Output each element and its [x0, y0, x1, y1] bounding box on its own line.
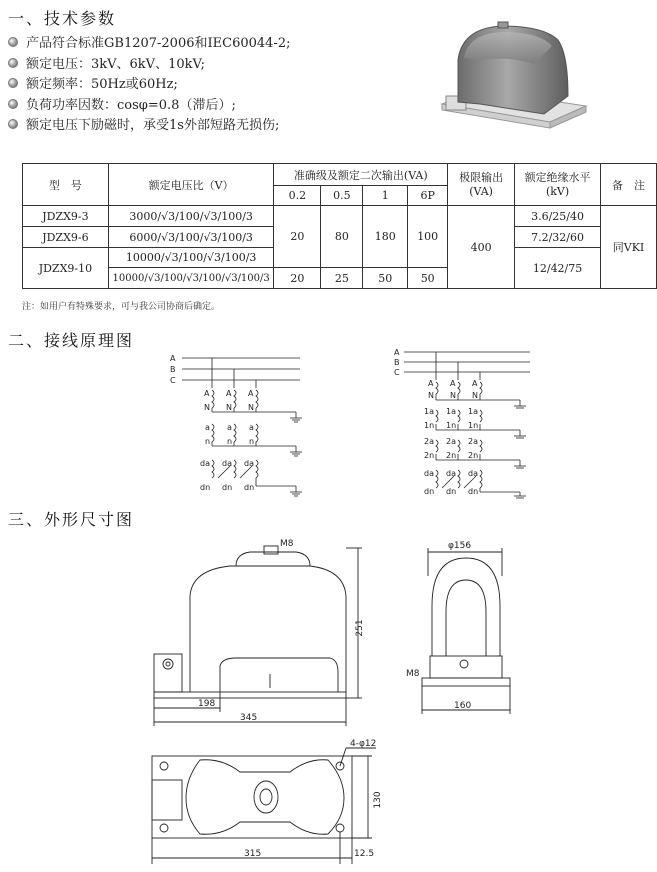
- terminal-label: dn: [446, 487, 457, 496]
- output-cell: 20: [274, 268, 321, 289]
- terminal-label: 2a: [424, 437, 434, 446]
- dim-label: 4-φ12: [350, 739, 377, 749]
- output-cell: 20: [274, 206, 321, 268]
- dim-label: M8: [406, 669, 420, 679]
- bullet-icon: [8, 37, 18, 47]
- terminal-label: 1n: [424, 421, 435, 430]
- terminal-label: dn: [200, 483, 211, 492]
- accuracy-class: 1: [363, 186, 408, 206]
- terminal-label: dn: [424, 487, 435, 496]
- model-cell: JDZX9-6: [23, 227, 109, 248]
- limit-output-cell: 400: [448, 206, 515, 289]
- terminal-label: N: [226, 403, 232, 412]
- ratio-cell: 10000/√3/100/√3/100/√3/100/3: [108, 268, 274, 289]
- side-view-drawing: [404, 536, 524, 726]
- terminal-label: 1a: [468, 407, 478, 416]
- bullet-icon: [8, 119, 18, 129]
- terminal-label: da: [222, 459, 232, 468]
- dim-label: φ156: [448, 541, 472, 551]
- model-cell: JDZX9-10: [23, 248, 109, 289]
- header-model: 型 号: [23, 164, 109, 206]
- bullet-item: 额定频率：50Hz或60Hz;: [8, 75, 290, 96]
- terminal-label: 2n: [468, 451, 479, 460]
- header-ratio: 额定电压比（V）: [108, 164, 274, 206]
- terminal-label: N: [472, 391, 478, 400]
- bullet-item: 额定电压：3kV、6kV、10kV;: [8, 55, 290, 76]
- phase-label: A: [394, 348, 400, 357]
- wiring-diagram-right: [390, 342, 540, 500]
- terminal-label: 1a: [424, 407, 434, 416]
- dim-label: 198: [198, 699, 216, 709]
- ratio-cell: 10000/√3/100/√3/100/3: [108, 248, 274, 268]
- terminal-label: 1n: [468, 421, 479, 430]
- terminal-label: da: [200, 459, 210, 468]
- top-view-drawing: [140, 738, 400, 866]
- output-cell: 25: [321, 268, 363, 289]
- dim-label: 251: [355, 619, 365, 637]
- dim-label: 345: [240, 713, 258, 723]
- remark-cell: 同VKI: [601, 206, 657, 289]
- phase-label: B: [170, 365, 176, 374]
- spec-bullet-list: [8, 34, 290, 137]
- phase-label: B: [394, 358, 400, 367]
- insulation-cell: 7.2/32/60: [515, 227, 601, 248]
- output-cell: 50: [408, 268, 448, 289]
- terminal-label: 1n: [446, 421, 457, 430]
- header-remark: 备 注: [601, 164, 657, 206]
- front-view-drawing: [140, 536, 380, 732]
- terminal-label: A: [204, 389, 210, 398]
- dim-label: 160: [454, 701, 472, 711]
- output-cell: 100: [408, 206, 448, 268]
- dim-label: 130: [373, 791, 383, 809]
- bullet-item: 负荷功率因数：cosφ=0.8（滞后）;: [8, 96, 290, 117]
- terminal-label: A: [248, 389, 254, 398]
- table-note: 注：如用户有特殊要求，可与我公司协商后确定。: [22, 302, 221, 312]
- terminal-label: da: [244, 459, 254, 468]
- terminal-label: N: [204, 403, 210, 412]
- terminal-label: 1a: [446, 407, 456, 416]
- terminal-label: A: [472, 379, 478, 388]
- phase-label: C: [394, 368, 400, 377]
- insulation-cell: 3.6/25/40: [515, 206, 601, 227]
- terminal-label: dn: [468, 487, 479, 496]
- spec-table: [22, 163, 657, 289]
- terminal-label: A: [450, 379, 456, 388]
- phase-label: C: [170, 376, 176, 385]
- ratio-cell: 3000/√3/100/√3/100/3: [108, 206, 274, 227]
- terminal-label: n: [249, 437, 255, 446]
- wiring-diagram-left: [160, 348, 310, 500]
- terminal-label: A: [428, 379, 434, 388]
- terminal-label: 2n: [424, 451, 435, 460]
- terminal-label: dn: [244, 483, 255, 492]
- terminal-label: dn: [222, 483, 233, 492]
- phase-label: A: [170, 354, 176, 363]
- terminal-label: 2a: [468, 437, 478, 446]
- header-accuracy: 准确级及额定二次输出(VA): [274, 164, 448, 186]
- terminal-label: a: [249, 423, 254, 432]
- output-cell: 80: [321, 206, 363, 268]
- terminal-label: 2n: [446, 451, 457, 460]
- output-cell: 50: [363, 268, 408, 289]
- terminal-label: N: [248, 403, 254, 412]
- terminal-label: A: [226, 389, 232, 398]
- bullet-icon: [8, 99, 18, 109]
- bullet-item: 额定电压下励磁时，承受1s外部短路无损伤;: [8, 116, 290, 137]
- output-cell: 180: [363, 206, 408, 268]
- bullet-icon: [8, 58, 18, 68]
- section-title-outline: 三、外形尺寸图: [8, 510, 135, 529]
- header-insulation: 额定绝缘水平(kV): [515, 164, 601, 206]
- insulation-cell: 12/42/75: [515, 248, 601, 289]
- section-title-tech: 一、技术参数: [8, 9, 117, 28]
- terminal-label: 2a: [446, 437, 456, 446]
- dim-label: M8: [280, 539, 294, 549]
- section-title-wiring: 二、接线原理图: [8, 331, 135, 350]
- model-cell: JDZX9-3: [23, 206, 109, 227]
- terminal-label: n: [205, 437, 211, 446]
- terminal-label: da: [446, 469, 456, 478]
- product-photo: [440, 18, 588, 136]
- terminal-label: N: [428, 391, 434, 400]
- terminal-label: a: [227, 423, 232, 432]
- ratio-cell: 6000/√3/100/√3/100/3: [108, 227, 274, 248]
- terminal-label: da: [424, 469, 434, 478]
- terminal-label: n: [227, 437, 233, 446]
- dim-label: 315: [244, 849, 262, 859]
- bullet-item: 产品符合标准GB1207-2006和IEC60044-2;: [8, 34, 290, 55]
- bullet-icon: [8, 78, 18, 88]
- terminal-label: da: [468, 469, 478, 478]
- accuracy-class: 6P: [408, 186, 448, 206]
- dim-label: 12.5: [354, 849, 375, 859]
- accuracy-class: 0.2: [274, 186, 321, 206]
- terminal-label: a: [205, 423, 210, 432]
- header-limit-output: 极限输出(VA): [448, 164, 515, 206]
- accuracy-class: 0.5: [321, 186, 363, 206]
- terminal-label: N: [450, 391, 456, 400]
